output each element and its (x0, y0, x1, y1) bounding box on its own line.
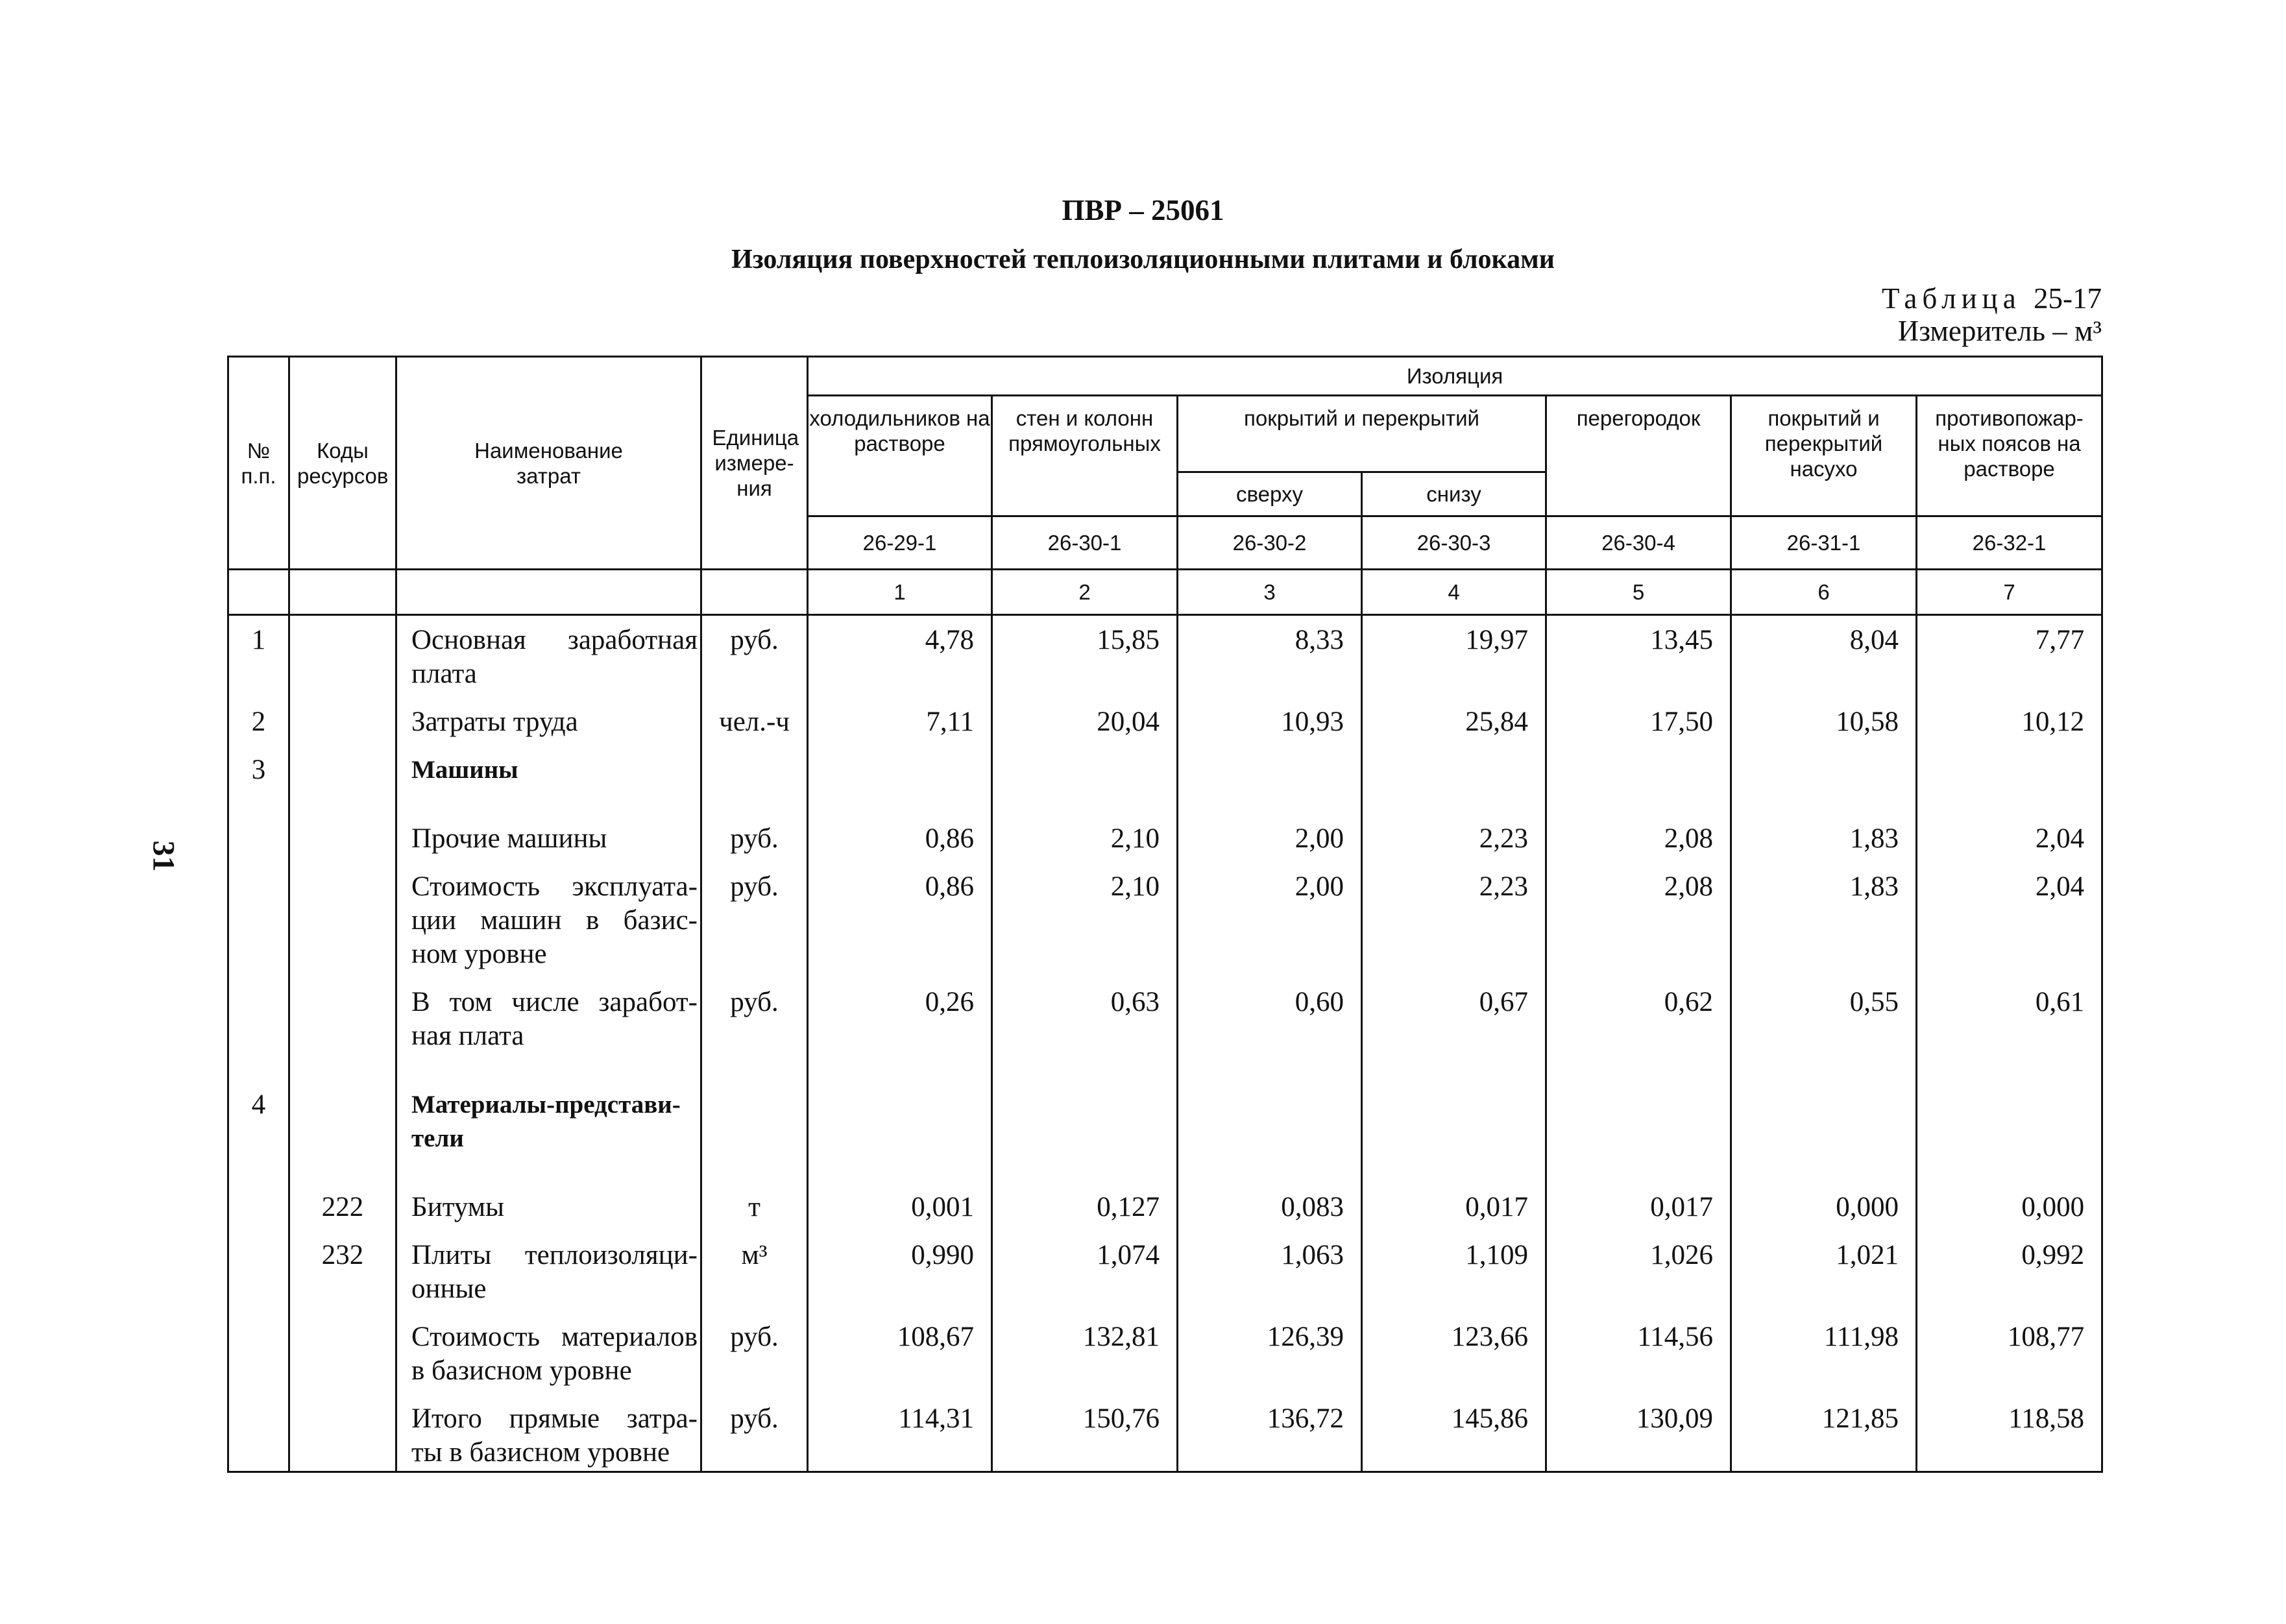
resource-code (290, 986, 395, 1053)
norm-code-6: 26-31-1 (1731, 516, 1917, 570)
resource-code (290, 753, 395, 787)
value-cell: 150,76 (1082, 1403, 1160, 1434)
document-code: ПВР – 25061 (1062, 194, 1224, 226)
value-cell: 0,67 (1479, 987, 1528, 1017)
value-cell (1917, 753, 2101, 787)
norm-code-1: 26-29-1 (808, 516, 992, 570)
cost-name (397, 1402, 700, 1470)
cost-name-line: Прочие машины (411, 823, 607, 854)
col-header-num: № п.п. (228, 357, 289, 570)
value-cell: 114,31 (898, 1403, 974, 1434)
resource-code (290, 1402, 395, 1470)
value-cell: 8,33 (1295, 625, 1344, 655)
value-cell (1732, 753, 1915, 787)
value-cell: 2,08 (1664, 823, 1713, 854)
col-header-4-sub: снизу (1362, 472, 1546, 516)
value-cell: 0,083 (1281, 1192, 1344, 1222)
value-cell: 2,08 (1664, 871, 1713, 902)
cost-name-line: тели (411, 1124, 464, 1152)
col-header-code: Коды ресурсов (289, 357, 396, 570)
cost-name-line: Битумы (411, 1192, 504, 1222)
resource-code (290, 870, 395, 971)
cost-name-line: Плиты теплоизоляци- (411, 1240, 698, 1270)
cost-name (397, 822, 700, 856)
resource-code: 222 (321, 1192, 364, 1222)
value-cell: 108,77 (2007, 1322, 2085, 1352)
value-cell: 1,074 (1097, 1240, 1160, 1270)
col-header-2: стен и колонн прямоугольных (992, 396, 1178, 516)
value-cell: 0,017 (1650, 1192, 1713, 1222)
value-cell: 136,72 (1267, 1403, 1344, 1434)
value-cell (1547, 1088, 1730, 1156)
cost-name-line: Материалы-представи- (411, 1091, 681, 1119)
cost-name-line: Итого прямые затра- (411, 1403, 698, 1434)
value-cell: 0,992 (2021, 1240, 2085, 1270)
value-cell: 0,017 (1465, 1192, 1528, 1222)
cost-name (397, 624, 700, 691)
table-number: 25-17 (2034, 282, 2102, 315)
norm-code-2: 26-30-1 (992, 516, 1178, 570)
body-col-code (289, 615, 396, 1472)
unit: м³ (741, 1240, 768, 1270)
value-cell: 13,45 (1650, 625, 1713, 655)
cost-name (397, 1191, 700, 1224)
col-header-7: противопожар-ных поясов на растворе (1917, 396, 2102, 516)
value-cell: 1,109 (1465, 1240, 1528, 1270)
value-cell: 0,000 (1836, 1192, 1899, 1222)
value-cell: 2,23 (1479, 871, 1528, 902)
col-index-4: 4 (1362, 570, 1546, 615)
col-header-5: перегородок (1546, 396, 1731, 516)
col-header-name: Наименование затрат (396, 357, 701, 570)
value-cell: 0,61 (2035, 987, 2085, 1017)
value-cell: 132,81 (1082, 1322, 1160, 1352)
value-cell: 0,26 (925, 987, 974, 1017)
value-cell: 2,04 (2035, 823, 2085, 854)
body-col-v1 (808, 615, 992, 1472)
unit: руб. (730, 987, 779, 1017)
col-index-6: 6 (1731, 570, 1917, 615)
col-header-group: Изоляция (808, 357, 2102, 396)
value-cell: 0,86 (925, 823, 974, 854)
norm-code-4: 26-30-3 (1362, 516, 1546, 570)
document-subtitle: Изоляция поверхностей теплоизоляционными плитами и блоками (731, 245, 1555, 274)
value-cell (1363, 1088, 1545, 1156)
resource-code (290, 1088, 395, 1156)
value-cell (1178, 1088, 1361, 1156)
body-col-v2 (992, 615, 1178, 1472)
value-cell: 2,10 (1110, 871, 1160, 902)
value-cell: 7,77 (2035, 625, 2085, 655)
value-cell: 118,58 (2008, 1403, 2085, 1434)
value-cell: 10,58 (1836, 707, 1899, 737)
body-col-v5 (1546, 615, 1731, 1472)
body-col-v6 (1731, 615, 1917, 1472)
value-cell: 2,00 (1295, 871, 1344, 902)
value-cell: 4,78 (925, 625, 974, 655)
norm-code-5: 26-30-4 (1546, 516, 1731, 570)
value-cell: 0,60 (1295, 987, 1344, 1017)
row-number (229, 1239, 288, 1306)
cost-name (397, 1239, 700, 1306)
row-number (229, 986, 288, 1053)
body-col-v7 (1917, 615, 2102, 1472)
col-header-unit: Единица измере-ния (701, 357, 808, 570)
cost-name (397, 753, 700, 787)
row-number: 3 (251, 755, 266, 785)
body-col-v3 (1178, 615, 1362, 1472)
value-cell: 123,66 (1451, 1322, 1528, 1352)
cost-name-line: В том числе заработ- (411, 987, 698, 1017)
cost-name-line: онные (411, 1274, 487, 1304)
value-cell: 126,39 (1267, 1322, 1344, 1352)
unit: руб. (730, 823, 779, 854)
cost-name-line: ном уровне (411, 939, 547, 969)
unit (702, 1088, 807, 1156)
value-cell: 1,021 (1836, 1240, 1899, 1270)
cost-table (227, 356, 2103, 1473)
cost-name (397, 705, 700, 739)
unit: чел.-ч (719, 707, 790, 737)
value-cell (809, 753, 991, 787)
value-cell: 1,063 (1281, 1240, 1344, 1270)
cost-name-line: в базисном уровне (411, 1355, 632, 1386)
norm-code-7: 26-32-1 (1917, 516, 2102, 570)
cost-name-line: ции машин в базис- (411, 905, 698, 936)
value-cell: 121,85 (1821, 1403, 1899, 1434)
value-cell: 2,04 (2035, 871, 2085, 902)
row-number (229, 870, 288, 971)
value-cell: 0,001 (911, 1192, 974, 1222)
value-cell: 0,62 (1664, 987, 1713, 1017)
norm-code-3: 26-30-2 (1178, 516, 1362, 570)
value-cell: 8,04 (1849, 625, 1899, 655)
value-cell (1547, 753, 1730, 787)
cost-name-line: Затраты труда (411, 707, 578, 737)
cost-name-line: Основная заработная (411, 625, 698, 655)
measure-unit: Измеритель – м³ (1897, 315, 2102, 347)
col-index-7: 7 (1917, 570, 2102, 615)
value-cell: 0,86 (925, 871, 974, 902)
resource-code (290, 705, 395, 739)
col-header-3-sub: сверху (1178, 472, 1362, 516)
unit: руб. (730, 871, 779, 902)
resource-code (290, 1320, 395, 1388)
value-cell: 0,000 (2021, 1192, 2085, 1222)
value-cell: 1,83 (1849, 823, 1899, 854)
value-cell: 108,67 (897, 1322, 974, 1352)
value-cell: 10,93 (1281, 707, 1344, 737)
unit: руб. (730, 1322, 779, 1352)
col-index-2: 2 (992, 570, 1178, 615)
col-index-1: 1 (808, 570, 992, 615)
row-number (229, 822, 288, 856)
resource-code (290, 624, 395, 691)
cost-name (397, 1320, 700, 1388)
value-cell: 2,00 (1295, 823, 1344, 854)
value-cell (1732, 1088, 1915, 1156)
value-cell (809, 1088, 991, 1156)
value-cell: 114,56 (1637, 1322, 1713, 1352)
body-col-v4 (1362, 615, 1546, 1472)
cost-name-line: ная плата (411, 1021, 524, 1051)
value-cell: 20,04 (1097, 707, 1160, 737)
value-cell: 130,09 (1636, 1403, 1713, 1434)
value-cell: 2,10 (1110, 823, 1160, 854)
value-cell: 15,85 (1097, 625, 1160, 655)
value-cell: 111,98 (1823, 1322, 1899, 1352)
row-number (229, 1402, 288, 1470)
col-index-3: 3 (1178, 570, 1362, 615)
row-number: 4 (251, 1089, 266, 1120)
cost-name (397, 1088, 700, 1156)
col-index-5: 5 (1546, 570, 1731, 615)
col-header-3-4: покрытий и перекрытий (1178, 396, 1546, 472)
value-cell: 1,83 (1849, 871, 1899, 902)
value-cell: 0,127 (1097, 1192, 1160, 1222)
value-cell: 17,50 (1650, 707, 1713, 737)
unit: т (748, 1192, 760, 1222)
page-number: 31 (146, 840, 181, 872)
cost-name (397, 986, 700, 1053)
row-number (229, 1191, 288, 1224)
cost-name-line: Машины (411, 756, 518, 784)
unit: руб. (730, 625, 779, 655)
value-cell: 25,84 (1465, 707, 1528, 737)
unit: руб. (730, 1403, 779, 1434)
value-cell: 7,11 (926, 707, 974, 737)
body-col-num (228, 615, 289, 1472)
row-number (229, 1320, 288, 1388)
value-cell: 1,026 (1650, 1240, 1713, 1270)
body-col-name (396, 615, 701, 1472)
resource-code: 232 (321, 1240, 364, 1270)
value-cell (1363, 753, 1545, 787)
value-cell: 2,23 (1479, 823, 1528, 854)
value-cell: 19,97 (1465, 625, 1528, 655)
value-cell (1917, 1088, 2101, 1156)
row-number: 1 (251, 625, 266, 655)
unit (702, 753, 807, 787)
resource-code (290, 822, 395, 856)
table-word: Таблица (1882, 282, 2021, 315)
value-cell: 0,990 (911, 1240, 974, 1270)
col-header-1: холодильников на растворе (808, 396, 992, 516)
value-cell: 10,12 (2021, 707, 2085, 737)
cost-name-line: плата (411, 659, 477, 689)
row-number: 2 (251, 707, 266, 737)
value-cell: 0,63 (1110, 987, 1160, 1017)
table-label (1882, 282, 2102, 315)
value-cell: 0,55 (1849, 987, 1899, 1017)
value-cell (993, 1088, 1176, 1156)
value-cell (993, 753, 1176, 787)
cost-name-line: ты в базисном уровне (411, 1437, 670, 1468)
col-header-6: покрытий и перекрытий насухо (1731, 396, 1917, 516)
value-cell (1178, 753, 1361, 787)
cost-name-line: Стоимость материалов (411, 1322, 698, 1352)
body-col-unit (701, 615, 808, 1472)
value-cell: 145,86 (1451, 1403, 1528, 1434)
cost-name (397, 870, 700, 971)
cost-name-line: Стоимость эксплуата- (411, 871, 698, 902)
